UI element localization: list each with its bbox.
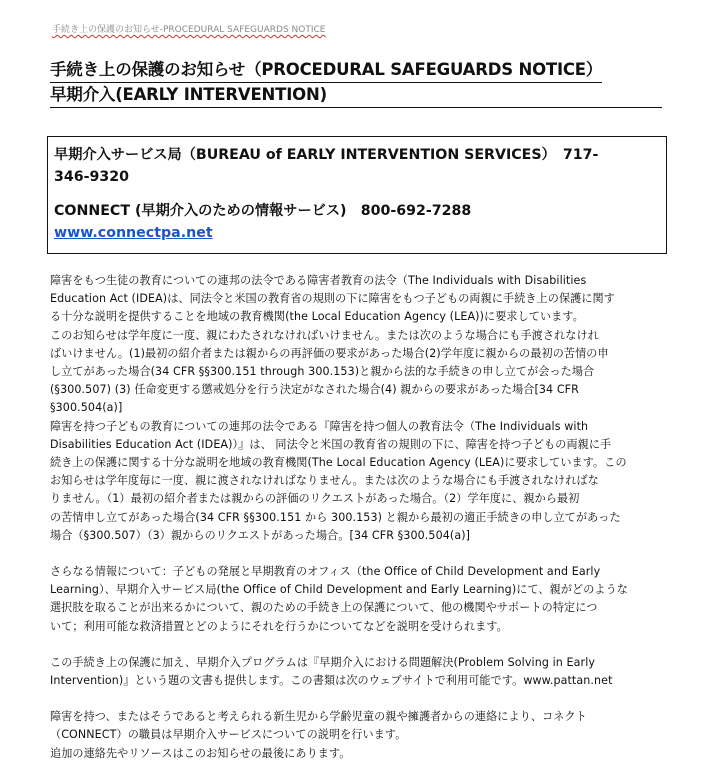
text-line: Disabilities Education Act (IDEA)）』は、 同法令と米国の教育省の規則の下に、障害を持つ子どもの両親に手 — [50, 437, 612, 451]
body-text — [50, 272, 665, 763]
text-line: 障害を持つ、またはそうであると考えられる新生児から学齢児童の親や擁護者からの連絡により、コネクト — [50, 710, 587, 724]
text-line: (§300.507) (3) 任命変更する懲戒処分を行う決定がなされた場合(4) 親からの要求があった場合[34 CFR — [50, 383, 579, 397]
text-line: Intervention)』という題の文書も提供します。この書類は次のウェブサイトで利用可能です。www.pattan.net — [50, 674, 613, 688]
paragraph-problem-solving — [50, 654, 665, 690]
bureau-contact-line-1: 早期介入サービス局（BUREAU of EARLY INTERVENTION SERVICES） 717- — [54, 147, 599, 163]
text-line: Education Act (IDEA)は、同法令と米国の教育省の規則の下に障害をもつ子どもの両親に手続き上の保護に関す — [50, 292, 615, 306]
text-line: 追加の連絡先やリソースはこのお知らせの最後にあります。 — [50, 746, 351, 760]
text-line: 続き上の保護に関する十分な説明を地域の教育機関(The Local Education Agency (LEA)に要求しています。この — [50, 456, 627, 470]
text-line: §300.504(a)] — [50, 401, 123, 415]
document-title — [50, 58, 662, 108]
text-line: いて；利用可能な救済措置とどのようにそれを行うかについてなどを説明を受けられます。 — [50, 619, 508, 633]
text-line: る十分な説明を提供することを地域の教育機関(the Local Education Agency (LEA))に要求しています。 — [50, 310, 584, 324]
paragraph-more-information — [50, 563, 665, 636]
text-line: し立てがあった場合(34 CFR §§300.151 through 300.153)と親から法的な手続きの申し立てが会った場合 — [50, 365, 595, 379]
text-line: りません。（1）最初の紹介者または親からの評価のリクエストがあった場合。（2）学年度に、親から最初 — [50, 492, 580, 506]
text-line: ばいけません。(1)最初の紹介者または親からの再評価の要求があった場合(2)学年度に親からの最初の苦情の申 — [50, 346, 609, 360]
text-line: 障害をもつ生徒の教育についての連邦の法令である障害者教育の法令（The Individuals with Disabilities — [50, 274, 587, 287]
text-line: （CONNECT）の職員は早期介入サービスについての説明を行います。 — [50, 728, 407, 742]
text-line: の苦情申し立てがあった場合(34 CFR §§300.151 から 300.153) と親から最初の適正手続きの申し立てがあった — [50, 510, 621, 524]
paragraph-idea-notice-2 — [50, 418, 665, 545]
connect-website-link[interactable]: www.connectpa.net — [54, 225, 213, 241]
contact-box — [47, 136, 667, 254]
title-line-2: 早期介入(EARLY INTERVENTION) — [50, 83, 662, 108]
text-line: この手続き上の保護に加え、早期介入プログラムは『早期介入における問題解決(Problem Solving in Early — [50, 655, 596, 669]
text-line: 障害を持つ子どもの教育についての連邦の法令である『障害を持つ個人の教育法令（The Individuals with — [50, 419, 589, 433]
text-line: 場合（§300.507）（3）親からのリクエストがあった場合。[34 CFR §300.504(a)] — [50, 528, 471, 542]
text-line: 選択肢を取ることが出来るかについて、親のための手続き上の保護について、他の機関やサポートの特定につ — [50, 601, 598, 615]
paragraph-connect-staff — [50, 708, 665, 763]
text-line: Learning）、早期介入サービス局(the Office of Child Development and Early Learning)にて、親がどのような — [50, 583, 628, 597]
text-line: お知らせは学年度毎に一度、親に渡されなければなりません。または次のような場合にも手渡されなければな — [50, 474, 599, 488]
bureau-contact-line-2: 346-9320 — [54, 169, 129, 185]
paragraph-idea-notice-1 — [50, 272, 665, 418]
text-line: さらなる情報について：子どもの発展と早期教育のオフィス（the Office of Child Development and Early — [50, 565, 601, 579]
title-line-1: 手続き上の保護のお知らせ（PROCEDURAL SAFEGUARDS NOTICE） — [50, 58, 602, 83]
text-line: このお知らせは学年度に一度、親にわたされなければいけません。または次のような場合にも手渡されなけれ — [50, 328, 599, 342]
running-header: 手続き上の保護のお知らせ-PROCEDURAL SAFEGUARDS NOTICE — [52, 25, 326, 35]
connect-contact-line: CONNECT (早期介入のための情報サービス) 800-692-7288 — [54, 203, 472, 219]
